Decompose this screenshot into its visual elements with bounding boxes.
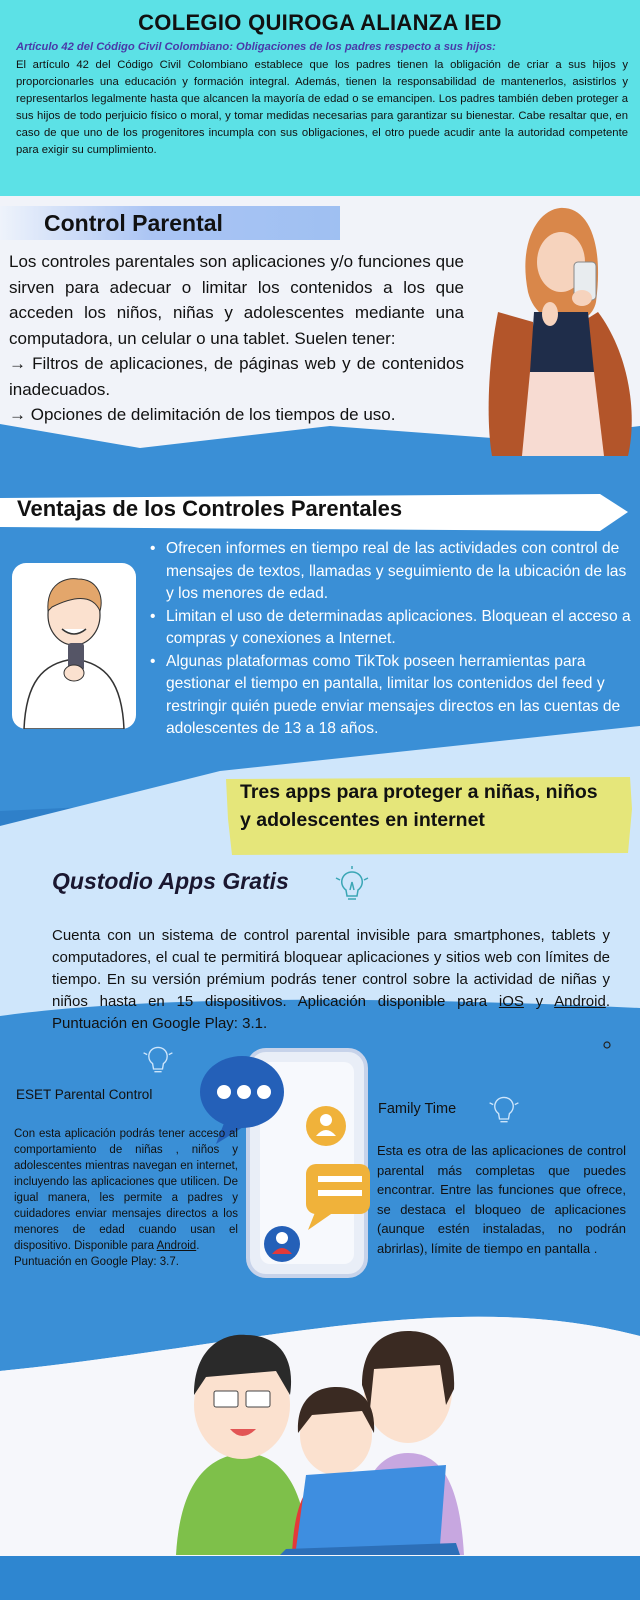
lightbulb-icon xyxy=(140,1042,176,1078)
eset-text-body: Con esta aplicación podrás tener acceso al comportamiento de niñas , niños y adolescentes mientras navegan en internet, incluyendo las aplicaciones que utilicen. De igual manera, les permite a padres y cuidadores enviar mensajes directos a los menores de edad cuando usan el dispositivo. Disponible para xyxy=(14,1128,238,1252)
eset-text-after: . xyxy=(196,1240,200,1252)
lightbulb-icon xyxy=(332,866,372,906)
control-parental-item-2: → Opciones de delimitación de los tiempos de uso. xyxy=(9,405,396,424)
boy-card xyxy=(12,563,136,729)
android-link[interactable]: Android xyxy=(554,993,606,1010)
control-parental-text xyxy=(9,249,464,428)
family-time-title: Family Time xyxy=(378,1101,457,1117)
qustodio-text-and: y xyxy=(523,993,555,1010)
qustodio-title: Qustodio Apps Gratis xyxy=(52,868,289,894)
control-parental-item-1: → Filtros de aplicaciones, de páginas web y de contenidos inadecuados. xyxy=(9,354,464,399)
family-time-text: Esta es otra de las aplicaciones de control parental más completas que puedes encontrar. Entre las funciones que ofrece, se destaca el bloqueo de aplicaciones (aunque estén instaladas, no podrán abrirlas), límite de tiempo en pantalla . xyxy=(377,1143,626,1256)
tres-apps-title xyxy=(240,778,635,834)
qustodio-text-after: . Puntuación en Google Play: 3.1. xyxy=(52,993,610,1032)
list-item: • Ofrecen informes en tiempo real de las actividades con control de mensajes de textos, llamadas y seguimiento de la ubicación de las y los menores de edad. xyxy=(148,538,633,606)
ios-link[interactable]: iOS xyxy=(498,993,524,1010)
eset-android-link[interactable]: Android xyxy=(156,1240,197,1252)
page-title: COLEGIO QUIROGA ALIANZA IED xyxy=(138,10,502,35)
boy-with-phone-illustration xyxy=(12,563,136,729)
ventajas-list xyxy=(148,538,633,741)
qustodio-text-before: Cuenta con un sistema de control parental invisible para smartphones, tablets y computadores, el cual te permitirá bloquear aplicaciones y sitios web con límites de tiempo. En su versión prémium podrás tener control sobre la actividad de niñas y niños hasta en 15 dispositivos. Aplicación disponible para xyxy=(52,927,610,1010)
ventajas-title: Ventajas de los Controles Parentales xyxy=(17,496,403,521)
footer-band xyxy=(0,1556,640,1600)
eset-title: ESET Parental Control xyxy=(16,1087,153,1102)
small-circle xyxy=(602,1040,612,1050)
tres-apps-title-line-1: Tres apps para proteger a niñas, niños xyxy=(240,781,598,803)
article-body: El artículo 42 del Código Civil Colombiano establece que los padres tienen la obligación de criar a sus hijos y proporcionarles una educación y formación integral. Además, tienen la responsabilidad de mantenerlos, asistirlos y representarlos legalmente hasta que alcancen la mayoría de edad o se emancipen. Los padres también deben proteger a sus hijos de todo perjuicio físico o moral, y tomar medidas necesarias para garantizar su bienestar. Cabe resaltar que, en caso de que uno de los progenitores incumpla con sus obligaciones, el otro puede acudir ante la autoridad competente para exigir su cumplimiento. xyxy=(16,59,628,156)
lightbulb-icon xyxy=(486,1092,522,1128)
list-item: • Limitan el uso de determinadas aplicaciones. Bloquean el acceso a compras y conexiones a Internet. xyxy=(148,606,633,651)
eset-rating: Puntuación en Google Play: 3.7. xyxy=(14,1256,179,1268)
eset-text xyxy=(14,1126,238,1270)
woman-with-phone-illustration xyxy=(478,202,636,456)
control-parental-title: Control Parental xyxy=(44,210,223,236)
article-subtitle: Artículo 42 del Código Civil Colombiano: Obligaciones de los padres respecto a sus hijos: xyxy=(16,41,496,53)
tres-apps-title-line-2: y adolescentes en internet xyxy=(240,809,485,831)
qustodio-text xyxy=(52,925,610,1035)
control-parental-intro: Los controles parentales son aplicaciones y/o funciones que sirven para adecuar o limitar los contenidos a los que acceden los niños, niñas y adolescentes mediante una computadora, un celular o una tablet. Suelen tener: xyxy=(9,252,464,348)
family-laptop-illustration xyxy=(176,1325,466,1555)
list-item: • Algunas plataformas como TikTok poseen herramientas para gestionar el tiempo en pantalla, limitar los contenidos del feed y restringir quién puede enviar mensajes directos en las cuentas de adolescentes de 13 a 18 años. xyxy=(148,651,633,741)
